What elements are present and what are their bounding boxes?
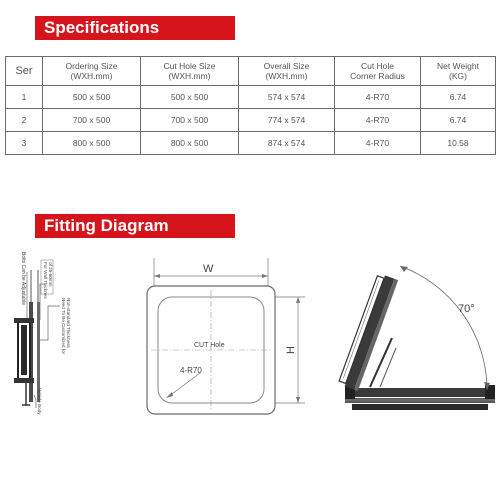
fitting-diagram xyxy=(0,240,500,500)
column-header-net-weight: Net Weight (KG) xyxy=(421,57,496,86)
vehicle-body-label: Vehicle Body xyxy=(37,388,42,415)
column-header-corner-radius: Cut Hole Corner Radius xyxy=(335,57,421,86)
hatch-top-flange xyxy=(14,318,34,323)
table-row xyxy=(6,86,496,109)
table-header-row xyxy=(6,57,496,86)
radius-label: 4-R70 xyxy=(180,366,202,375)
height-label: H xyxy=(285,346,297,354)
column-header-ordering-size: Ordering Size (WXH.mm) xyxy=(43,57,141,86)
specifications-table xyxy=(5,56,496,155)
hatch-seal xyxy=(21,325,27,375)
table-cell: 700 x 500 xyxy=(43,109,141,132)
table-cell: 874 x 574 xyxy=(239,132,335,155)
radius-leader-line xyxy=(168,373,200,397)
table-cell: 4-R70 xyxy=(335,109,421,132)
fitting-diagram-title: Fitting Diagram xyxy=(44,216,169,235)
table-cell: 774 x 574 xyxy=(239,109,335,132)
hatch-base-frame xyxy=(345,388,495,397)
cut-hole-label: CUT Hole xyxy=(194,342,225,349)
wall-thickness-label: For Wall Thicknes xyxy=(43,262,48,299)
hatch-bottom-flange xyxy=(14,378,34,383)
bolts-adjustable-label: Bolts Can be Adjustable xyxy=(20,252,26,306)
table-cell: 4-R70 xyxy=(335,86,421,109)
roof-wall-inner xyxy=(37,302,40,402)
table-cell: 700 x 500 xyxy=(141,109,239,132)
table-row xyxy=(6,132,496,155)
column-header-cut-hole-size: Cut Hole Size (WXH.mm) xyxy=(141,57,239,86)
table-cell: 6.74 xyxy=(421,109,496,132)
open-hatch-view xyxy=(338,266,495,410)
specifications-title: Specifications xyxy=(44,18,160,37)
wall-thickness-range-label: of 25-60mm xyxy=(48,262,53,287)
column-header-overall-size: Overall Size (WXH.mm) xyxy=(239,57,335,86)
column-header-ser: Ser xyxy=(6,57,43,86)
table-cell: 800 x 500 xyxy=(43,132,141,155)
table-cell: 800 x 500 xyxy=(141,132,239,155)
fitting-diagram-banner xyxy=(35,214,235,238)
table-cell: 1 xyxy=(6,86,43,109)
table-cell: 10.58 xyxy=(421,132,496,155)
table-cell: 574 x 574 xyxy=(239,86,335,109)
table-cell: 4-R70 xyxy=(335,132,421,155)
table-cell: 6.74 xyxy=(421,86,496,109)
width-label: W xyxy=(203,263,214,275)
customized-label: Need To Be Customized for xyxy=(61,298,66,355)
table-cell: 2 xyxy=(6,109,43,132)
side-section-view xyxy=(14,252,71,415)
opening-angle-arc xyxy=(400,266,487,390)
table-cell: 500 x 500 xyxy=(141,86,239,109)
table-cell: 3 xyxy=(6,132,43,155)
front-view xyxy=(147,258,305,414)
table-cell: 500 x 500 xyxy=(43,86,141,109)
open-lid xyxy=(338,273,398,391)
opening-angle-label: 70° xyxy=(458,303,475,315)
specifications-banner xyxy=(35,16,235,40)
non-standard-label: Non-standard Thickness xyxy=(66,298,71,348)
table-row xyxy=(6,109,496,132)
